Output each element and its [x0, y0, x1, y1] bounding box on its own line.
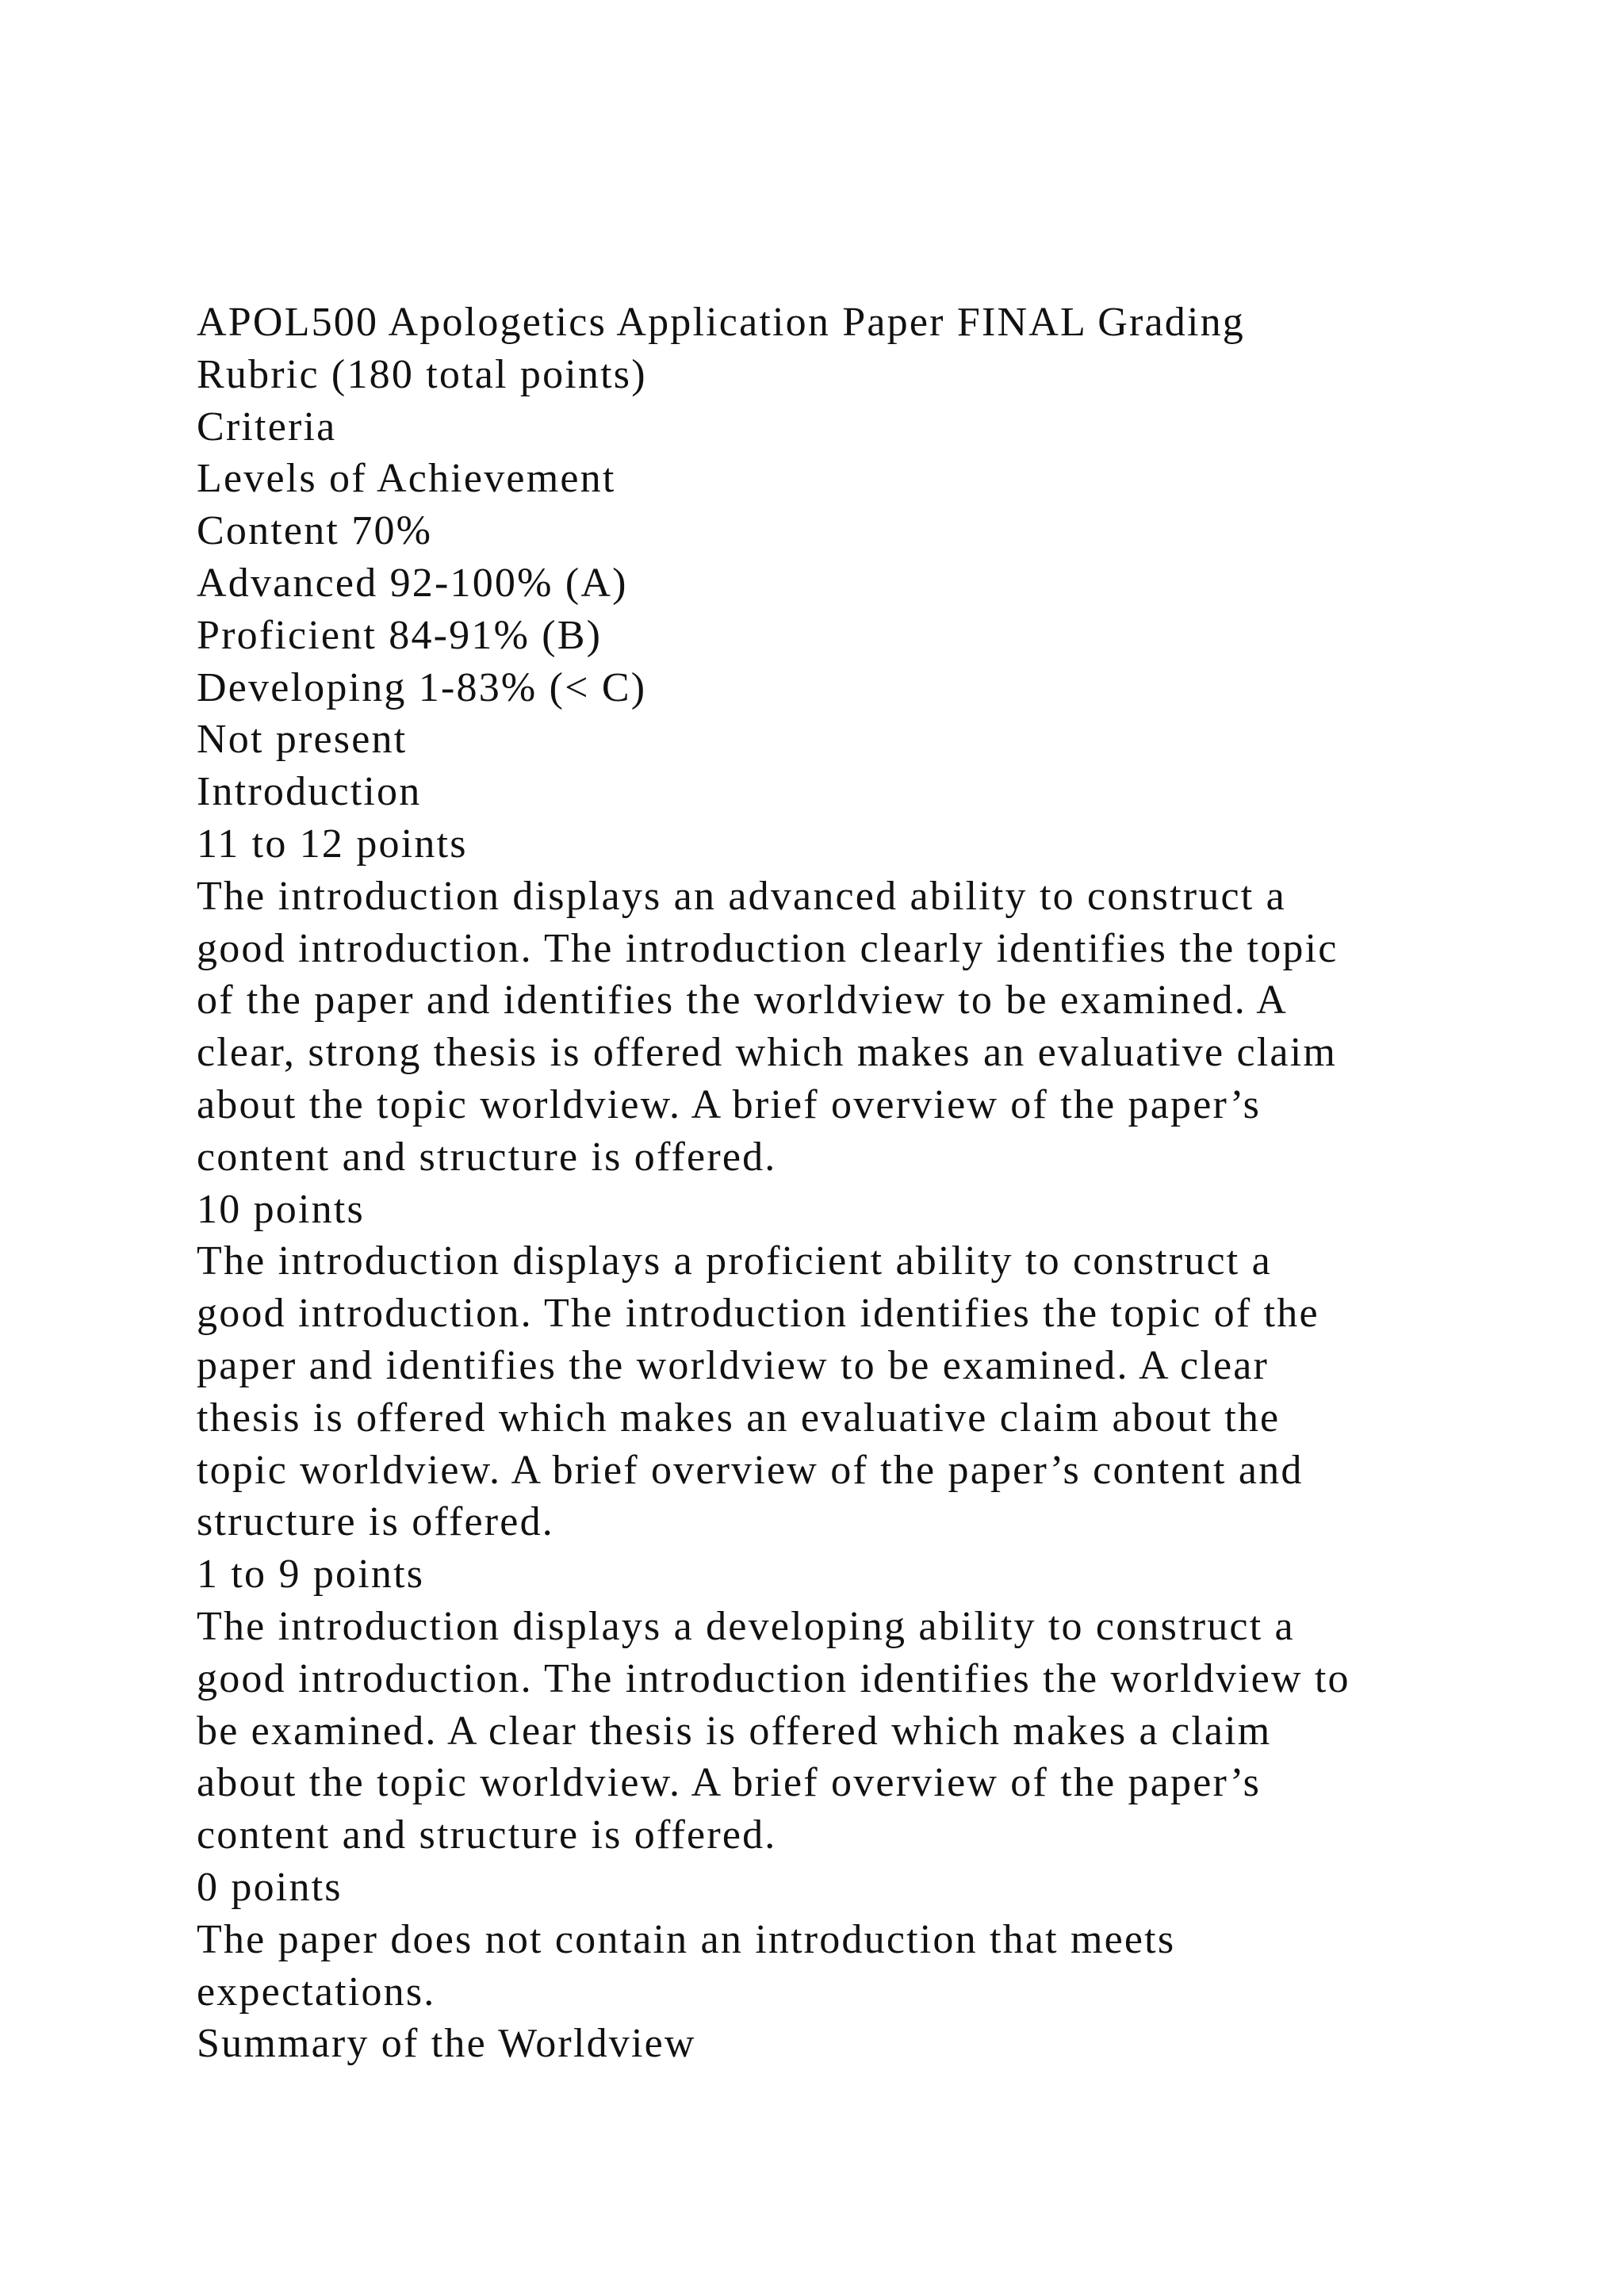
text-line: structure is offered.: [197, 1499, 554, 1545]
text-line: good introduction. The introduction identifies the topic of the: [197, 1291, 1320, 1337]
text-line: The introduction displays a developing ability to construct a: [197, 1603, 1295, 1649]
text-line: be examined. A clear thesis is offered which makes a claim: [197, 1708, 1272, 1754]
criteria-heading: Criteria: [197, 404, 337, 450]
level-not-present: Not present: [197, 717, 408, 763]
text-line: good introduction. The introduction identifies the worldview to: [197, 1655, 1350, 1701]
text-line: The introduction displays an advanced ability to construct a: [197, 873, 1286, 919]
content-weight: Content 70%: [197, 508, 433, 554]
text-line: good introduction. The introduction clearly identifies the topic: [197, 925, 1339, 971]
points-proficient: 10 points: [197, 1186, 365, 1232]
text-line: about the topic worldview. A brief overview of the paper’s: [197, 1081, 1262, 1127]
text-line: clear, strong thesis is offered which makes an evaluative claim: [197, 1030, 1337, 1076]
section-summary-worldview: Summary of the Worldview: [197, 2021, 696, 2067]
doc-title-line-1: APOL500 Apologetics Application Paper FINAL Grading: [197, 300, 1246, 345]
level-developing: Developing 1-83% (< C): [197, 664, 647, 710]
text-line: The paper does not contain an introduction that meets: [197, 1916, 1176, 1962]
text-line: paper and identifies the worldview to be examined. A clear: [197, 1342, 1270, 1388]
level-advanced: Advanced 92-100% (A): [197, 560, 628, 606]
text-line: thesis is offered which makes an evaluative claim about the: [197, 1395, 1281, 1441]
points-not-present: 0 points: [197, 1864, 343, 1910]
text-line: about the topic worldview. A brief overview of the paper’s: [197, 1760, 1262, 1806]
text-line: topic worldview. A brief overview of the paper’s content and: [197, 1447, 1304, 1493]
text-line: content and structure is offered.: [197, 1134, 777, 1180]
points-advanced: 11 to 12 points: [197, 821, 468, 867]
text-line: The introduction displays a proficient ability to construct a: [197, 1238, 1272, 1284]
text-line: expectations.: [197, 1969, 436, 2015]
document-body: [197, 297, 1497, 2070]
points-developing: 1 to 9 points: [197, 1552, 425, 1598]
text-line: of the paper and identifies the worldview to be examined. A: [197, 978, 1288, 1024]
level-proficient: Proficient 84-91% (B): [197, 612, 603, 658]
levels-heading: Levels of Achievement: [197, 456, 616, 502]
text-line: content and structure is offered.: [197, 1812, 777, 1858]
doc-title-line-2: Rubric (180 total points): [197, 351, 647, 397]
section-introduction: Introduction: [197, 769, 422, 815]
